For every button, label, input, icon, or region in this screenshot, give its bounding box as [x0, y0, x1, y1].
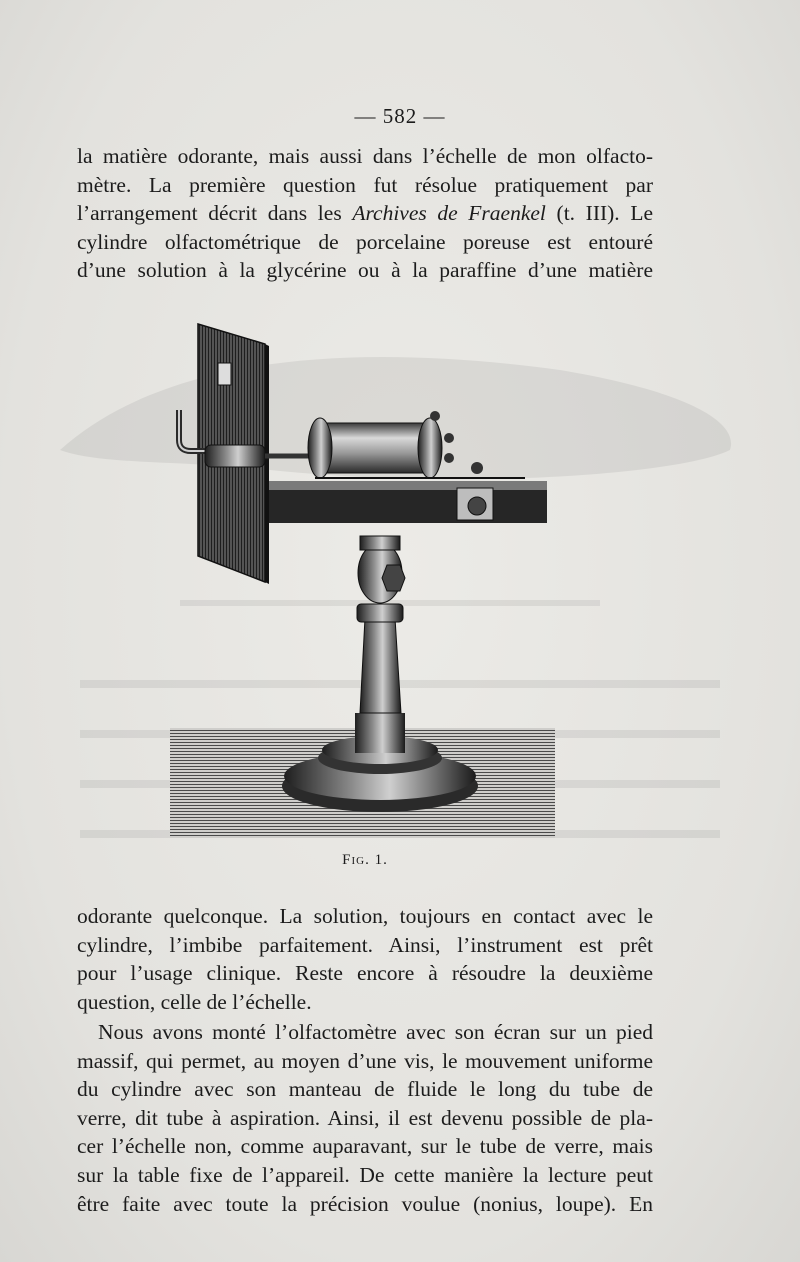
text-span: l’arrangement décrit dans les: [77, 201, 353, 226]
text-line: pour l’usage clinique. Reste encore à résoudre la deuxième: [77, 961, 653, 986]
olfactometer-engraving: [165, 318, 565, 848]
text-line: question, celle de l’échelle.: [77, 989, 312, 1014]
paragraph-middle: [77, 902, 653, 1016]
text-line: mètre. La première question fut résolue pratiquement par: [77, 172, 653, 197]
page-number: — 582 —: [354, 104, 446, 128]
text-line: d’une solution à la glycérine ou à la paraffine d’une matière: [77, 258, 653, 283]
text-line: odorante quelconque. La solution, toujours en contact avec le: [77, 904, 653, 928]
text-span: (t. III). Le: [545, 201, 653, 226]
text-line: cylindre olfactométrique de porcelaine poreuse est entouré: [77, 229, 653, 254]
text-line: massif, qui permet, au moyen d’une vis, le mouvement uniforme: [77, 1048, 653, 1073]
paragraph-bottom: [77, 1018, 653, 1218]
text-line: sur la table fixe de l’appareil. De cette manière la lecture peut: [77, 1162, 653, 1187]
text-line: la matière odorante, mais aussi dans l’échelle de mon olfacto-: [77, 144, 653, 168]
text-line: [77, 199, 653, 228]
text-line: être faite avec toute la précision voulue (nonius, loupe). En: [77, 1191, 653, 1216]
text-line: verre, dit tube à aspiration. Ainsi, il est devenu possible de pla-: [77, 1105, 653, 1130]
text-line: cer l’échelle non, comme auparavant, sur le tube de verre, mais: [77, 1134, 653, 1159]
text-line: cylindre, l’imbibe parfaitement. Ainsi, l’instrument est prêt: [77, 932, 653, 957]
text-line: Nous avons monté l’olfactomètre avec son écran sur un pied: [98, 1020, 653, 1044]
figure-caption: Fig. 1.: [342, 852, 388, 868]
paragraph-top: [77, 142, 653, 285]
journal-title: Archives de Fraenkel: [352, 201, 546, 226]
text-line: du cylindre avec son manteau de fluide le long du tube de: [77, 1077, 653, 1102]
